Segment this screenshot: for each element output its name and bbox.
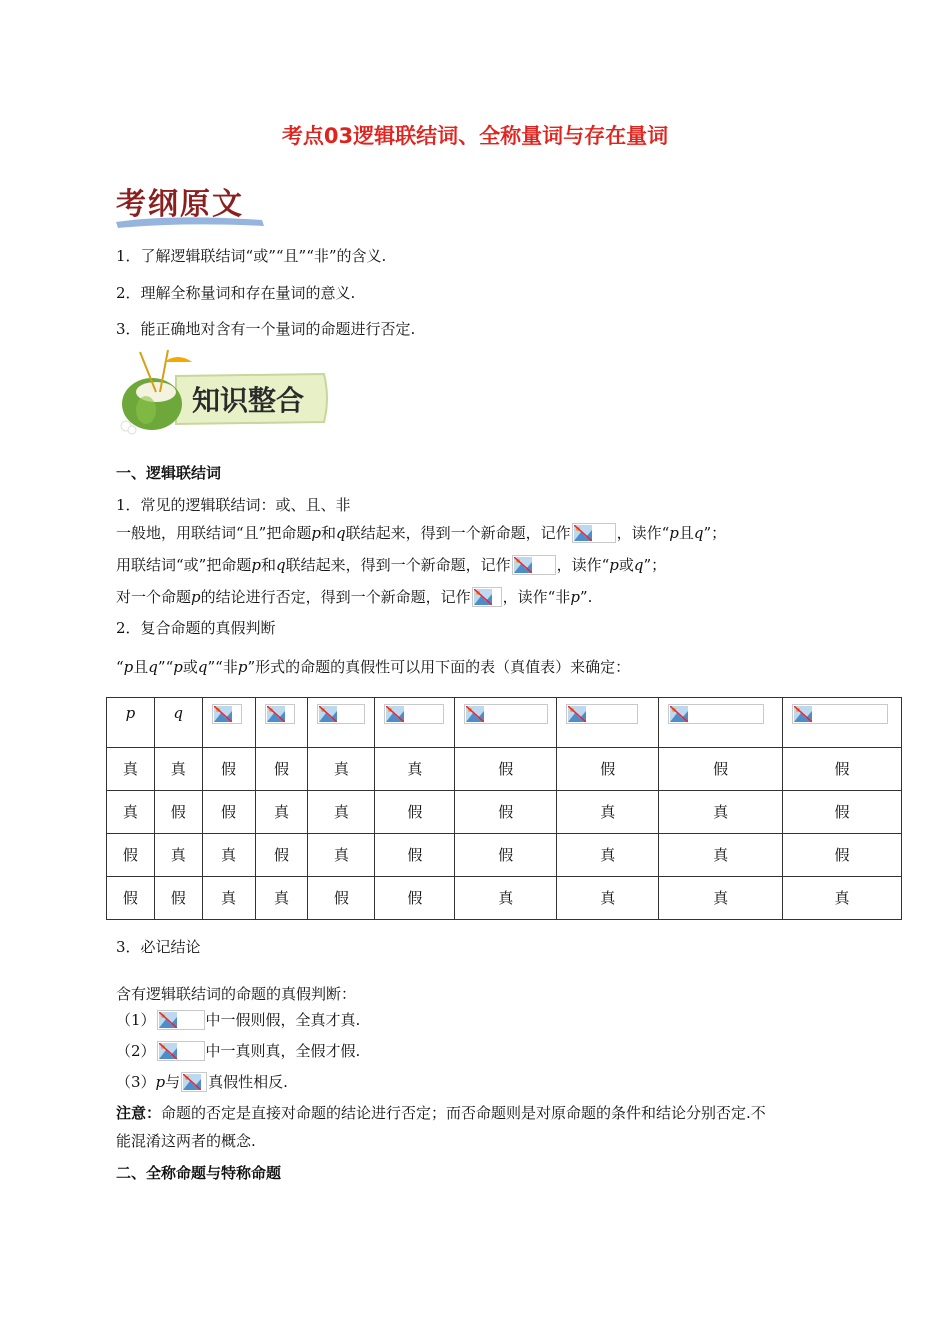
formula-image-placeholder <box>512 555 556 575</box>
or-text-c: 联结起来，得到一个新命题，记作 <box>285 556 511 574</box>
table-cell: 假 <box>107 877 155 920</box>
var-q: q <box>693 524 704 542</box>
section1-heading: 一、逻辑联结词 <box>116 464 222 482</box>
and-text-a: 一般地，用联结词“且”把命题 <box>116 524 312 542</box>
formula-image-placeholder <box>572 523 616 543</box>
table-cell: 真 <box>154 834 202 877</box>
table-cell: 真 <box>255 791 308 834</box>
conclusion-item-2 <box>116 1040 360 1062</box>
item-text: 中一真则真，全假才假. <box>205 1042 361 1060</box>
table-cell: 真 <box>557 791 659 834</box>
item-number: （1） <box>116 1011 156 1029</box>
formula-image-placeholder <box>384 704 444 724</box>
table-cell: 真 <box>659 791 783 834</box>
or-text-h: ”； <box>643 556 667 574</box>
table-cell: 假 <box>154 791 202 834</box>
item-number: （2） <box>116 1042 156 1060</box>
word-and: 且 <box>133 658 149 676</box>
var-p: p <box>237 658 248 676</box>
conclusion-item-3 <box>116 1071 288 1093</box>
and-text-b: 和 <box>320 524 336 542</box>
formula-image-placeholder <box>792 704 888 724</box>
var-q: q <box>275 556 286 574</box>
or-text-b: 和 <box>260 556 276 574</box>
table-cell: 真 <box>659 834 783 877</box>
table-cell: 假 <box>783 834 902 877</box>
word-or: 或 <box>182 658 198 676</box>
var-q: q <box>633 556 644 574</box>
and-line <box>116 522 726 544</box>
table-cell: 真 <box>107 791 155 834</box>
table-intro <box>116 656 630 678</box>
table-cell: 假 <box>107 834 155 877</box>
not-line <box>116 586 592 608</box>
not-text-c: ，读作“非 <box>502 588 571 606</box>
table-cell: 假 <box>455 748 557 791</box>
header-formula <box>202 698 255 748</box>
table-cell: 假 <box>255 748 308 791</box>
and-text-d: ，读作“ <box>616 524 670 542</box>
header-formula <box>557 698 659 748</box>
table-cell: 假 <box>783 791 902 834</box>
formula-image-placeholder <box>472 587 502 607</box>
quote-mark: ”“ <box>157 658 174 676</box>
note-label: 注意： <box>116 1104 162 1122</box>
formula-image-placeholder <box>566 704 638 724</box>
table-cell: 真 <box>154 748 202 791</box>
or-text-f: 或 <box>618 556 634 574</box>
table-cell: 假 <box>375 877 455 920</box>
table-cell: 真 <box>308 791 375 834</box>
table-intro-rest: ”形式的命题的真假性可以用下面的表（真值表）来确定： <box>247 658 631 676</box>
section1-sub1: 1．常见的逻辑联结词：或、且、非 <box>116 496 351 514</box>
outline-item-3: 3．能正确地对含有一个量词的命题进行否定. <box>116 320 416 338</box>
section3-intro: 含有逻辑联结词的命题的真假判断： <box>116 985 357 1003</box>
table-cell: 真 <box>375 748 455 791</box>
table-row <box>107 748 902 791</box>
table-cell: 假 <box>375 834 455 877</box>
var-p: p <box>311 524 321 542</box>
section3-heading: 3．必记结论 <box>116 938 201 956</box>
item-text-b: 真假性相反. <box>208 1073 288 1091</box>
truth-table <box>106 697 902 920</box>
kaogang-badge <box>112 178 267 230</box>
formula-image-placeholder <box>181 1072 207 1092</box>
or-text-d: ，读作“ <box>556 556 610 574</box>
table-cell: 假 <box>455 791 557 834</box>
kaogang-badge-text: 考纲原文 <box>116 187 244 222</box>
or-line <box>116 554 666 576</box>
var-p: p <box>570 588 580 606</box>
table-cell: 假 <box>255 834 308 877</box>
table-row <box>107 877 902 920</box>
var-p: p <box>609 556 619 574</box>
table-cell: 假 <box>154 877 202 920</box>
table-cell: 真 <box>107 748 155 791</box>
header-formula <box>783 698 902 748</box>
item-text: 中一假则假，全真才真. <box>205 1011 361 1029</box>
table-cell: 真 <box>202 834 255 877</box>
section1-sub2: 2．复合命题的真假判断 <box>116 619 276 637</box>
and-text-c: 联结起来，得到一个新命题，记作 <box>345 524 571 542</box>
table-cell: 假 <box>375 791 455 834</box>
formula-image-placeholder <box>464 704 548 724</box>
table-cell: 真 <box>308 748 375 791</box>
var-q: q <box>197 658 208 676</box>
var-p: p <box>173 658 183 676</box>
outline-item-1: 1．了解逻辑联结词“或”“且”“非”的含义. <box>116 247 387 265</box>
table-cell: 真 <box>659 877 783 920</box>
header-q: q <box>154 698 202 748</box>
table-cell: 假 <box>202 748 255 791</box>
or-text-a: 用联结词“或”把命题 <box>116 556 252 574</box>
not-text-b: 的结论进行否定，得到一个新命题，记作 <box>200 588 471 606</box>
table-cell: 真 <box>557 877 659 920</box>
var-q: q <box>335 524 346 542</box>
quote-mark: “ <box>116 658 124 676</box>
table-cell: 真 <box>202 877 255 920</box>
note-text: 命题的否定是直接对命题的结论进行否定；而否命题则是对原命题的条件和结论分别否定.不 <box>161 1104 766 1122</box>
table-cell: 假 <box>202 791 255 834</box>
header-formula <box>255 698 308 748</box>
zhishi-badge <box>116 348 336 438</box>
table-cell: 真 <box>783 877 902 920</box>
not-text-a: 对一个命题 <box>116 588 192 606</box>
note-continuation: 能混淆这两者的概念. <box>116 1132 256 1150</box>
word-not: ”“非 <box>207 658 238 676</box>
conclusion-item-1 <box>116 1009 360 1031</box>
table-row <box>107 834 902 877</box>
table-cell: 真 <box>455 877 557 920</box>
header-p: p <box>107 698 155 748</box>
table-row <box>107 791 902 834</box>
and-text-f: 且 <box>678 524 694 542</box>
and-text-h: ”； <box>703 524 727 542</box>
var-p: p <box>251 556 261 574</box>
item-text-a: 与 <box>165 1073 181 1091</box>
table-cell: 真 <box>557 834 659 877</box>
formula-image-placeholder <box>668 704 764 724</box>
var-p: p <box>191 588 201 606</box>
var-p: p <box>123 658 134 676</box>
page-title: 考点03逻辑联结词、全称量词与存在量词 <box>281 124 669 148</box>
var-q: q <box>148 658 158 676</box>
header-formula <box>375 698 455 748</box>
var-p: p <box>155 1073 166 1091</box>
table-cell: 真 <box>255 877 308 920</box>
table-cell: 假 <box>308 877 375 920</box>
formula-image-placeholder <box>157 1010 205 1030</box>
formula-image-placeholder <box>317 704 365 724</box>
truth-table-header <box>107 698 902 748</box>
header-formula <box>308 698 375 748</box>
table-cell: 假 <box>659 748 783 791</box>
header-formula <box>659 698 783 748</box>
table-cell: 假 <box>557 748 659 791</box>
header-formula <box>455 698 557 748</box>
formula-image-placeholder <box>157 1041 205 1061</box>
formula-image-placeholder <box>212 704 242 724</box>
section2-heading: 二、全称命题与特称命题 <box>116 1164 282 1182</box>
formula-image-placeholder <box>265 704 295 724</box>
table-cell: 真 <box>308 834 375 877</box>
item-number: （3） <box>116 1073 156 1091</box>
table-cell: 假 <box>783 748 902 791</box>
not-text-e: ”. <box>579 588 593 606</box>
table-cell: 假 <box>455 834 557 877</box>
note-paragraph <box>116 1102 766 1124</box>
var-p: p <box>669 524 679 542</box>
outline-item-2: 2．理解全称量词和存在量词的意义. <box>116 284 356 302</box>
zhishi-badge-text: 知识整合 <box>192 384 305 417</box>
